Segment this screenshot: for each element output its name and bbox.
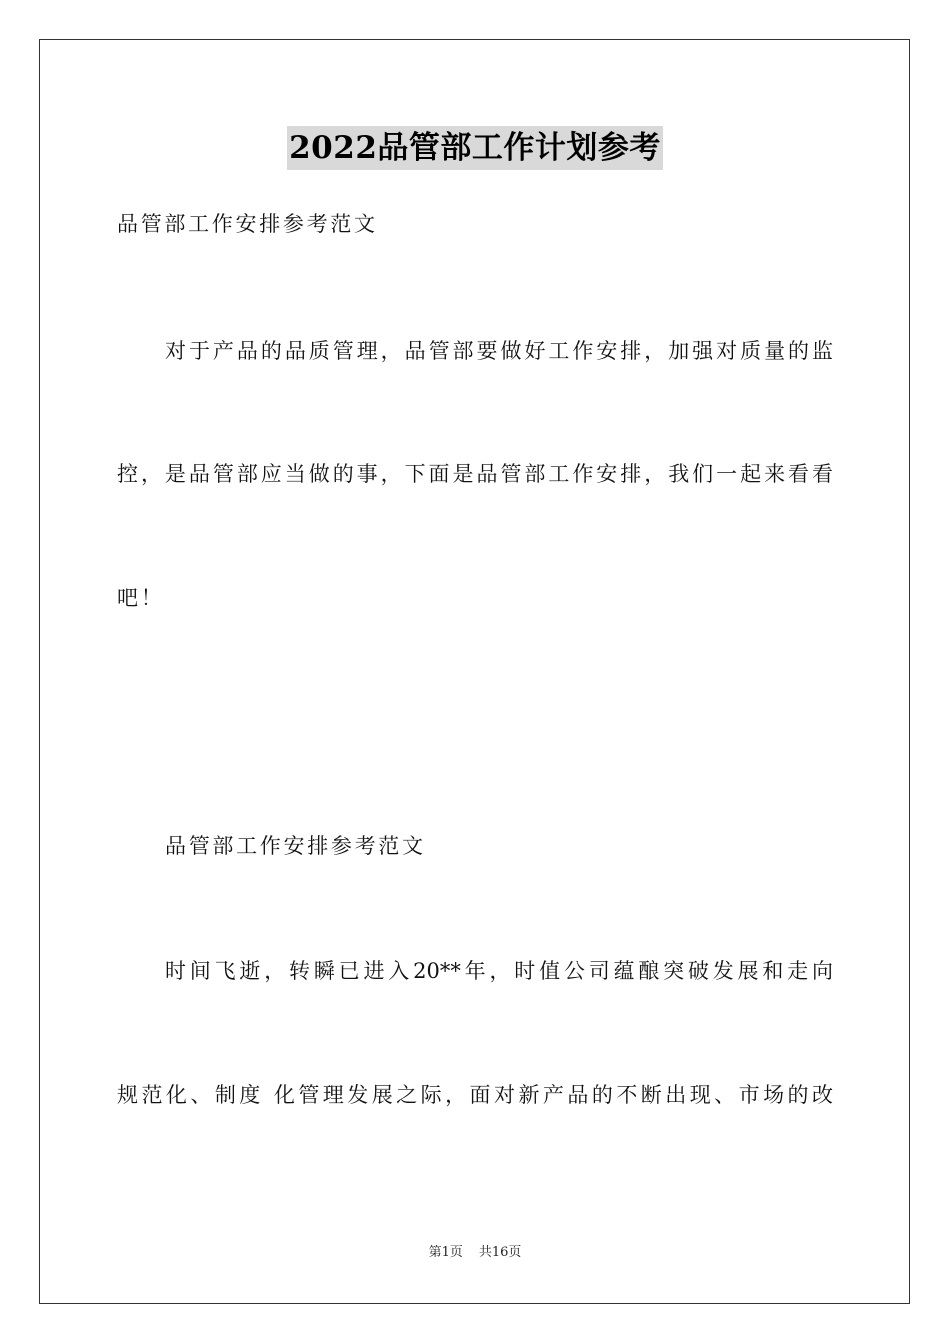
intro-line-2: 控，是品管部应当做的事，下面是品管部工作安排，我们一起来看看	[117, 462, 833, 486]
intro-line-1: 对于产品的品质管理，品管部要做好工作安排，加强对质量的监	[165, 339, 833, 363]
page-number: 第1页	[428, 1245, 463, 1260]
subtitle-line: 品管部工作安排参考范文	[117, 212, 378, 236]
page-total: 共16页	[478, 1245, 522, 1260]
body-line-1: 时间飞逝，转瞬已进入20**年，时值公司蕴酿突破发展和走向	[165, 959, 833, 983]
document-title: 2022品管部工作计划参考	[287, 126, 663, 170]
section-heading: 品管部工作安排参考范文	[165, 834, 426, 858]
page-footer	[0, 1243, 950, 1263]
intro-line-3: 吧！	[117, 586, 165, 610]
body-line-2: 规范化、制度 化管理发展之际，面对新产品的不断出现、市场的改	[117, 1083, 833, 1107]
title-container	[0, 126, 950, 170]
